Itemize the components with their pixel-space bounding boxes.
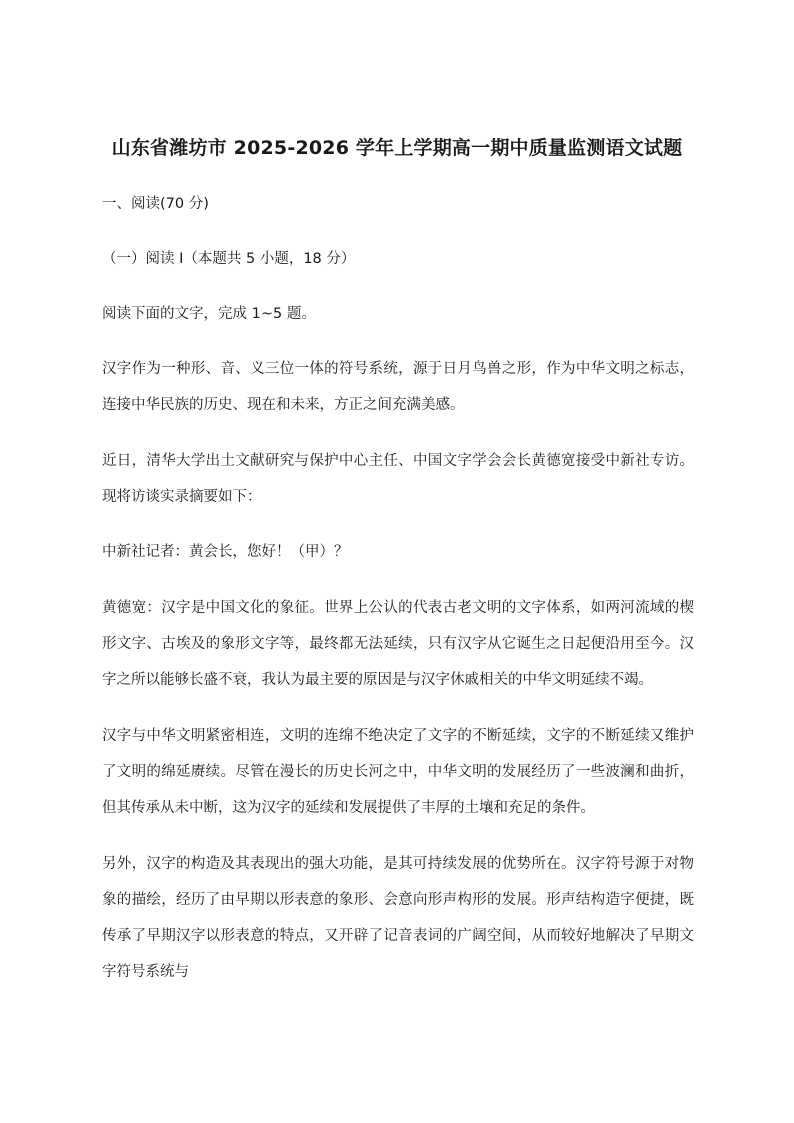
paragraph-2: 近日，清华大学出土文献研究与保护中心主任、中国文字学会会长黄德宽接受中新社专访。现将访谈实录摘要如下： [102,453,694,505]
paragraph-5: 汉字与中华文明紧密相连，文明的连绵不绝决定了文字的不断延续，文字的不断延续又维护了文明的绵延赓续。尽管在漫长的历史长河之中，中华文明的发展经历了一些波澜和曲折，但其传承从未中断，这为汉字的延续和发展提供了丰厚的土壤和充足的条件。 [102,728,694,816]
paragraph-1: 汉字作为一种形、音、义三位一体的符号系统，源于日月鸟兽之形，作为中华文明之标志，连接中华民族的历史、现在和未来，方正之间充满美感。 [102,361,694,413]
section-heading: 一、阅读(70 分) [102,196,209,212]
paragraph-6: 另外，汉字的构造及其表现出的强大功能，是其可持续发展的优势所在。汉字符号源于对物象的描绘，经历了由早期以形表意的象形、会意向形声构形的发展。形声结构造字便捷，既传承了早期汉字以形表意的特点，又开辟了记音表词的广阔空间，从而较好地解决了早期文字符号系统与 [102,856,694,980]
paragraph-3-question: 中新社记者：黄会长，您好！（甲）？ [102,544,349,560]
subsection-heading: （一）阅读 I（本题共 5 小题，18 分） [102,251,356,267]
paragraph-4: 黄德宽：汉字是中国文化的象征。世界上公认的代表古老文明的文字体系，如两河流域的楔形文字、古埃及的象形文字等，最终都无法延续，只有汉字从它诞生之日起便沿用至今。汉字之所以能够长盛不衰，我认为最主要的原因是与汉字休戚相关的中华文明延续不竭。 [102,600,694,688]
reading-instruction: 阅读下面的文字，完成 1~5 题。 [102,306,316,322]
document-title: 山东省潍坊市 2025-2026 学年上学期高一期中质量监测语文试题 [111,137,683,159]
